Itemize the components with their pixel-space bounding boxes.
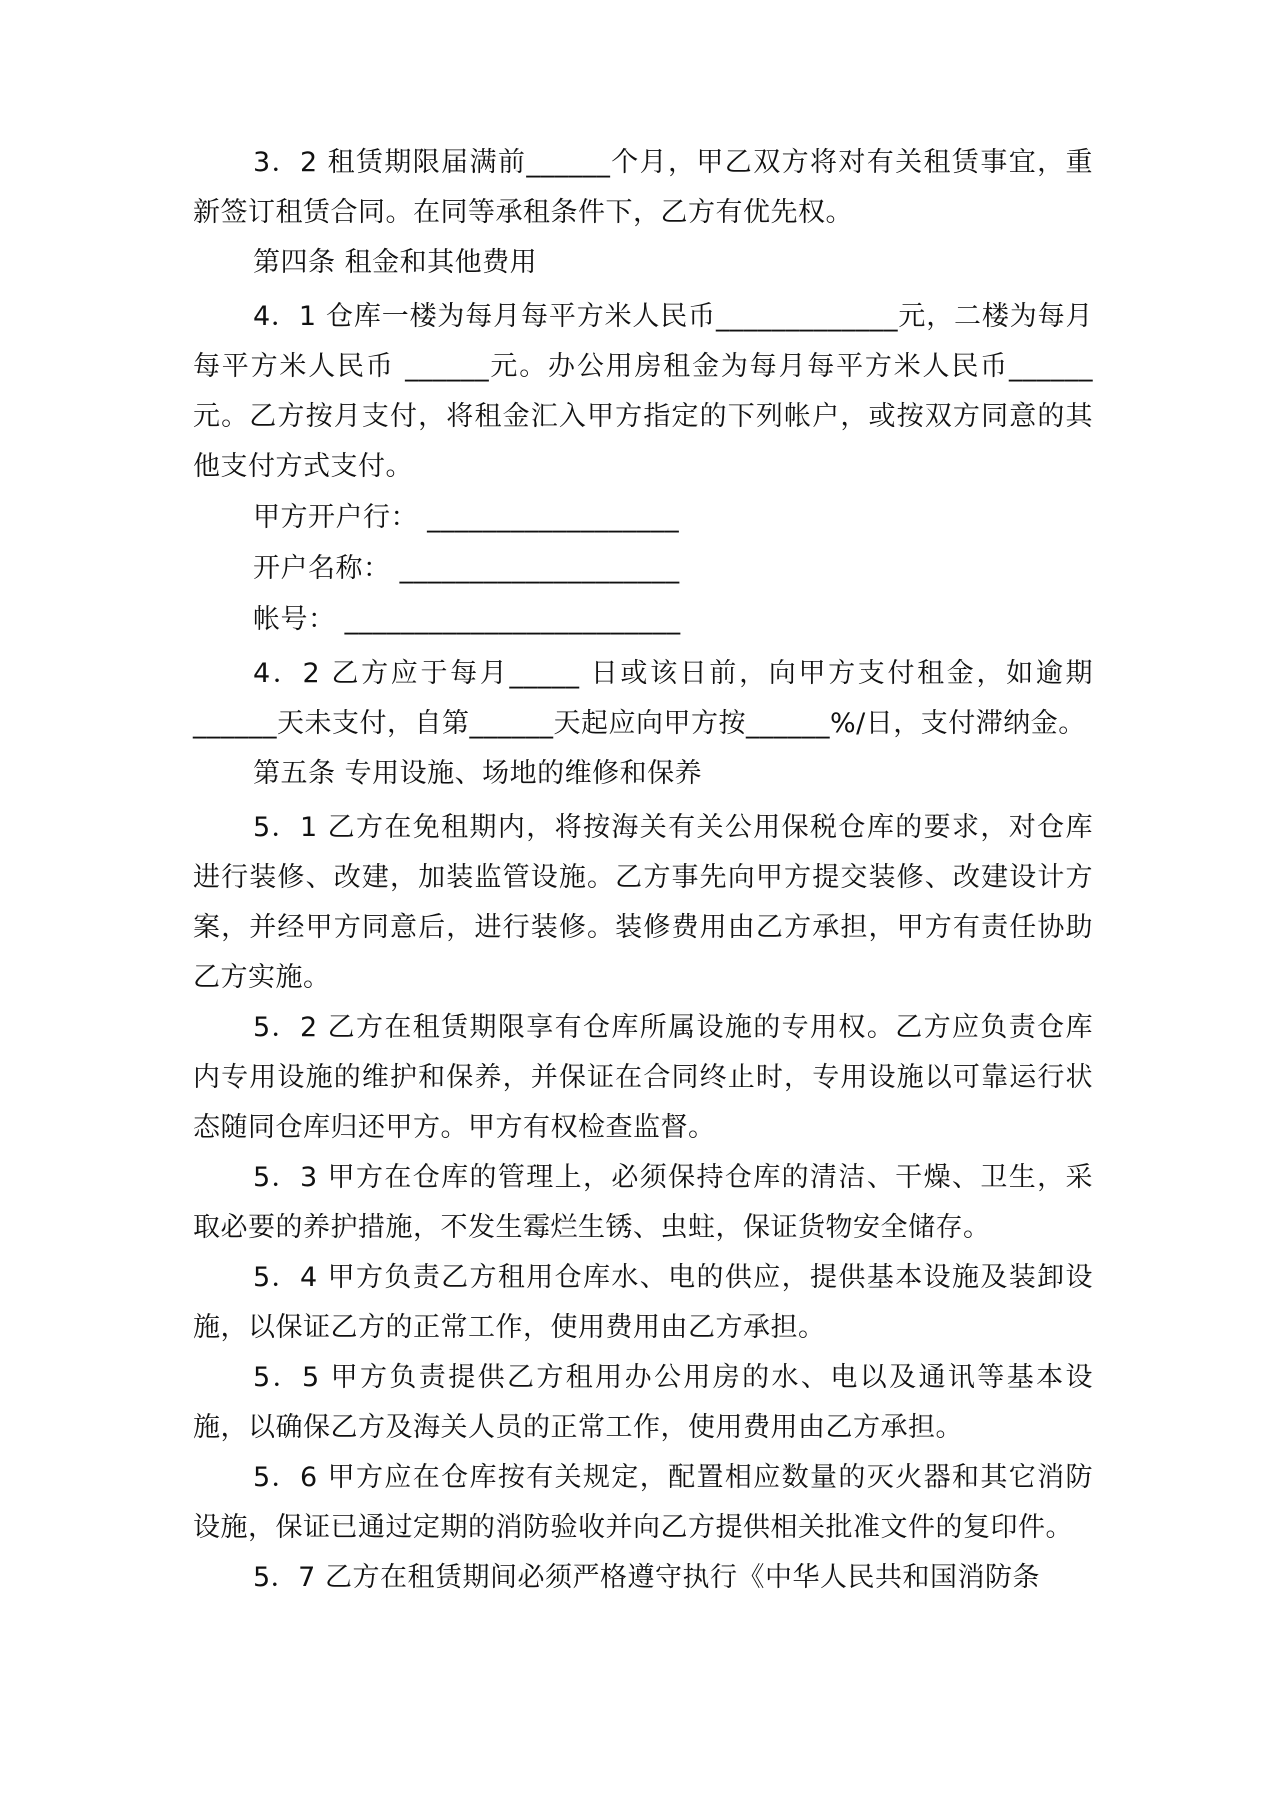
clause-5-1: 5．1 乙方在免租期内，将按海关有关公用保税仓库的要求，对仓库进行装修、改建，加装监管设施。乙方事先向甲方提交装修、改建设计方案，并经甲方同意后，进行装修。装修费用由乙方承担，甲方有责任协助乙方实施。 [193,812,1093,993]
clause-5-7: 5．7 乙方在租赁期间必须严格遵守执行《中华人民共和国消防条 [253,1562,1040,1593]
article-4-heading: 第四条 租金和其他费用 [253,247,538,278]
clause-5-2: 5．2 乙方在租赁期限享有仓库所属设施的专用权。乙方应负责仓库内专用设施的维护和保养，并保证在合同终止时，专用设施以可靠运行状态随同仓库归还甲方。甲方有权检查监督。 [193,1012,1093,1143]
document-page [193,138,1093,1603]
bank-name-line: 甲方开户行： __________________ [253,502,680,533]
clause-3-2: 3．2 租赁期限届满前______个月，甲乙双方将对有关租赁事宜，重新签订租赁合同。在同等承租条件下，乙方有优先权。 [193,147,1093,228]
clause-5-4: 5．4 甲方负责乙方租用仓库水、电的供应，提供基本设施及装卸设施，以保证乙方的正常工作，使用费用由乙方承担。 [193,1262,1093,1343]
clause-4-2: 4．2 乙方应于每月_____ 日或该日前，向甲方支付租金，如逾期______天未支付，自第______天起应向甲方按______%/日，支付滞纳金。 [193,658,1093,739]
account-name-line: 开户名称： ____________________ [253,553,680,584]
account-number-line: 帐号： ________________________ [253,604,681,635]
clause-5-6: 5．6 甲方应在仓库按有关规定，配置相应数量的灭火器和其它消防设施，保证已通过定期的消防验收并向乙方提供相关批准文件的复印件。 [193,1462,1093,1543]
article-5-heading: 第五条 专用设施、场地的维修和保养 [253,758,703,789]
clause-5-3: 5．3 甲方在仓库的管理上，必须保持仓库的清洁、干燥、卫生，采取必要的养护措施，不发生霉烂生锈、虫蛀，保证货物安全储存。 [193,1162,1093,1243]
clause-5-5: 5．5 甲方负责提供乙方租用办公用房的水、电以及通讯等基本设施，以确保乙方及海关人员的正常工作，使用费用由乙方承担。 [193,1362,1093,1443]
clause-4-1: 4．1 仓库一楼为每月每平方米人民币_____________元，二楼为每月每平方米人民币 ______元。办公用房租金为每月每平方米人民币______元。乙方按月支付，将租金汇入甲方指定的下列帐户，或按双方同意的其他支付方式支付。 [193,301,1093,482]
